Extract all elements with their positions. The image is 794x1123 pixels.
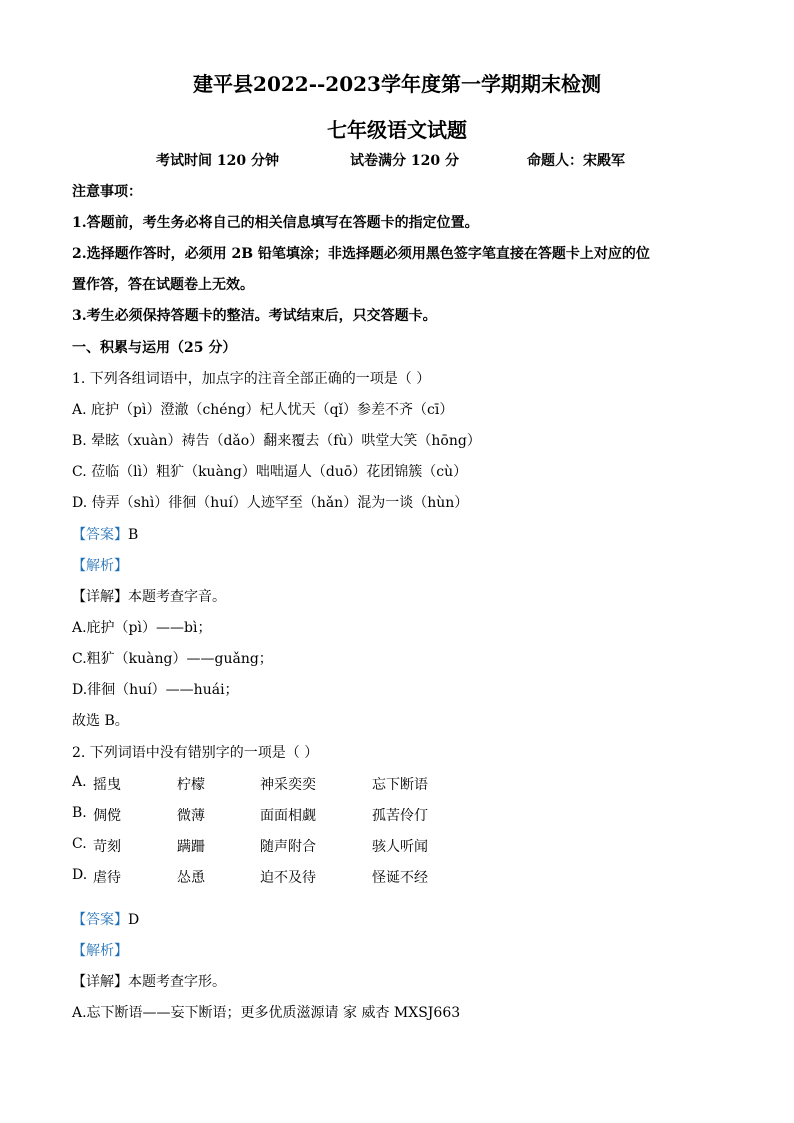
exam-subtitle: 七年级语文试题	[327, 118, 467, 142]
q2-analysis-tag: 【解析】	[72, 943, 128, 959]
q2-c-word: 蹒跚	[177, 839, 205, 855]
q1-option-d: D. 侍弄（shì）徘徊（huí）人迹罕至（hǎn）混为一谈（hùn）	[72, 495, 469, 511]
full-score: 试卷满分 120 分	[350, 153, 459, 169]
note-3: 3.考生必须保持答题卡的整洁。考试结束后，只交答题卡。	[72, 308, 437, 324]
note-2: 2.选择题作答时，必须用 2B 铅笔填涂；非选择题必须用黑色签字笔直接在答题卡上对应的位	[72, 246, 650, 262]
exam-title: 建平县2022--2023学年度第一学期期末检测	[193, 72, 601, 96]
detail-tag: 【详解】	[72, 974, 128, 990]
q2-b-word: 面面相觑	[260, 808, 316, 824]
q2-c-word: 苛刻	[93, 839, 121, 855]
q2-a-letter: A.	[72, 774, 87, 790]
answer-tag: 【答案】	[72, 912, 128, 928]
q2-detail	[72, 971, 226, 991]
detail-text: 本题考查字形。	[128, 974, 226, 990]
notes-heading: 注意事项：	[72, 184, 142, 200]
q2-a-word: 忘下断语	[372, 777, 428, 793]
q1-stem: 1. 下列各组词语中，加点字的注音全部正确的一项是（ ）	[72, 371, 431, 387]
section-heading: 一、积累与运用（25 分）	[72, 340, 237, 356]
q1-option-b: B. 晕眩（xuàn）祷告（dǎo）翻来覆去（fù）哄堂大笑（hōng）	[72, 433, 481, 449]
exam-time: 考试时间 120 分钟	[156, 153, 279, 169]
q1-fix-d: D.徘徊（huí）——huái；	[72, 682, 239, 698]
note-1: 1.答题前，考生务必将自己的相关信息填写在答题卡的指定位置。	[72, 215, 479, 231]
q1-option-c: C. 莅临（lì）粗犷（kuàng）咄咄逼人（duō）花团锦簇（cù）	[72, 464, 468, 480]
q2-b-word: 微薄	[177, 808, 205, 824]
q2-answer	[72, 909, 139, 929]
note-2-cont: 置作答，答在试题卷上无效。	[72, 277, 254, 293]
q1-analysis-tag: 【解析】	[72, 558, 128, 574]
q2-c-word: 骇人听闻	[372, 839, 428, 855]
q2-d-word: 虐待	[93, 870, 121, 886]
q2-d-word: 怪诞不经	[372, 870, 428, 886]
q2-b-word: 孤苦伶仃	[372, 808, 428, 824]
q1-answer	[72, 524, 138, 544]
q1-fix-a: A.庇护（pì）——bì；	[72, 620, 212, 636]
q2-d-word: 迫不及待	[260, 870, 316, 886]
q2-d-word: 怂恿	[177, 870, 205, 886]
q1-fix-c: C.粗犷（kuàng）——guǎng；	[72, 651, 273, 667]
answer-value: B	[128, 527, 139, 543]
q2-d-letter: D.	[72, 867, 88, 883]
q1-detail	[72, 586, 226, 606]
q2-c-word: 随声附合	[260, 839, 316, 855]
q2-b-word: 倜傥	[93, 808, 121, 824]
q1-conclusion: 故选 B。	[72, 713, 129, 729]
q2-a-word: 摇曳	[93, 777, 121, 793]
q2-c-letter: C.	[72, 836, 87, 852]
answer-tag: 【答案】	[72, 527, 128, 543]
q2-b-letter: B.	[72, 805, 87, 821]
q2-stem: 2. 下列词语中没有错别字的一项是（ ）	[72, 745, 319, 761]
q2-a-word: 柠檬	[177, 777, 205, 793]
detail-text: 本题考查字音。	[128, 589, 226, 605]
q2-fix-a: A.忘下断语——妄下断语；更多优质滋源请 家 威杏 MXSJ663	[72, 1005, 461, 1021]
exam-author: 命题人：宋殿军	[527, 153, 625, 169]
answer-value: D	[128, 912, 140, 928]
detail-tag: 【详解】	[72, 589, 128, 605]
q2-a-word: 神采奕奕	[260, 777, 316, 793]
q1-option-a: A. 庇护（pì）澄澈（chéng）杞人忧天（qǐ）参差不齐（cī）	[72, 402, 454, 418]
